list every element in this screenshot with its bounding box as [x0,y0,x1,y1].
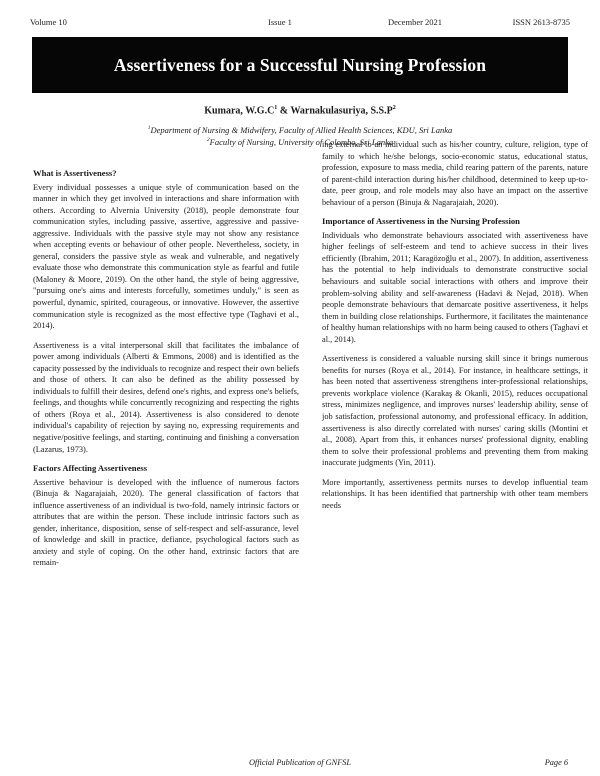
affiliation-1-text: Department of Nursing & Midwifery, Faculty of Allied Health Sciences, KDU, Sri Lanka [150,125,453,135]
paragraph: Assertiveness is a vital interpersonal skill that facilitates the imbalance of power among individuals (Alberti & Emmons, 2008) and is identified as the capacity possessed by the individuals to recognize and respect their own beliefs and those of others. It can also be defined as the ability possessed by individuals to fulfill their desires, defend one's rights, and express one's beliefs, feelings, and thoughts while concurrently recognizing and respecting the rights of others (Roya et al., 2014). Assertiveness is also considered to denote individual's capability of rejection by saying no, expressing requirements and negative/positive feelings, and starting, continuing and finishing a conversation (Lazarus, 1973). [33,340,299,454]
paragraph: Assertiveness is considered a valuable nursing skill since it brings numerous benefits for nurses (Roya et al., 2014). For instance, in healthcare settings, it has been noted that assertiveness strengthens inter-professional relationships, prevents workplace violence (Karakaş & Okanli, 2015), reduces occupational stress, minimizes negligence, and improves nurses' leadership ability, sense of job satisfaction, professional autonomy, and professional efficacy. In addition, assertiveness is also directly correlated with nurses' caring skills (Montini et al., 2008). Apart from this, it enhances nurses' professional dignity, enabling them to solve their professional problems and preventing them from making inaccurate judgments (Yin, 2011). [322,354,588,468]
volume-label: Volume 10 [30,17,67,27]
date-label: December 2021 [388,17,443,27]
left-column [33,168,299,577]
paragraph: Individuals who demonstrate behaviours associated with assertiveness have higher feelings of self-esteem and tend to achieve success in their lives efficiently (Ibrahim, 2011; Karagözoğlu et al., 2007). In addition, assertiveness has the potential to help individuals to demonstrate constructive social behaviours and suitable social interactions with others and improve their problem-solving ability and self-awareness (Hadavi & Nejad, 2018). When people demonstrate behaviours that demarcate positive assertiveness, it helps them in building close relationships. Furthermore, it facilitates the maintenance of healthy human relationships with no harm being caused to others (Taghavi et al., 2014). [322,230,588,344]
heading-what-is-assertiveness: What is Assertiveness? [33,168,117,178]
page-number: Page 6 [544,758,568,767]
article-title: Assertiveness for a Successful Nursing Profession [113,55,487,75]
heading-importance-nursing: Importance of Assertiveness in the Nursing Profession [322,216,520,227]
issn-label: ISSN 2613-8735 [512,17,570,27]
affiliation-1 [0,125,600,135]
publication-label: Official Publication of GNFSL [248,758,352,767]
affiliation-2-text: Faculty of Nursing, University of Colombo, Sri Lanka [209,137,394,147]
issue-label: Issue 1 [268,17,292,27]
author-1-sup: 1 [274,105,278,111]
affiliation-2-sup: 2 [206,137,210,144]
author-1: Kumara, W.G.C [204,105,275,117]
right-column [322,139,588,519]
author-2-sup: 2 [392,105,396,111]
paragraph: Assertive behaviour is developed with the influence of numerous factors (Binuja & Nagarajaiah, 2020). The general classification of factors that influence assertiveness of an individual is two-fold, namely intrinsic factors or attributes that are within the person. These include intrinsic factors such as gender, inheritance, disposition, sense of self-respect and self-assurance, level of knowledge and skill in practice, defiance, psychological factors such as anxiety and style of coping. On the other hand, extrinsic factors that are remain- [33,477,299,568]
author-joiner: & [277,105,291,117]
author-2: Warnakulasuriya, S.S.P [290,105,393,117]
paragraph: More importantly, assertiveness permits nurses to develop influential team relationships. It has been identified that partnership with other team members needs [322,477,588,510]
paragraph: ing external to an individual such as his/her country, culture, religion, type of family to which he/she belongs, socio-economic status, educational status, profession, exposure to mass media, child rearing pattern of the parents, nature of parent-child interaction during his/her childhood, determined to keep up-to-date, peer group, and role models may also have an impact on the assertive behaviour of a person (Binuja & Nagarajaiah, 2020). [322,140,588,207]
paragraph: Every individual possesses a unique style of communication based on the manner in which they get involved in interactions and share information with others. According to Alvernia University (2018), people demonstrate four communication styles, including passive, assertive, aggressive and passive-aggressive. Individuals with the passive style may not show any resistance when accepting events or behaviour of other people. Nevertheless, society, in general, considers the passive style as weak and vulnerable, and negatively evaluate those who demonstrate this communication style as fearful and futile (Maloney & Moore, 2019). On the other hand, the style of being aggressive, "pursuing one's aims and interests forcefully, sometimes unduly," is seen as powerful, dynamic, spirited, courageous, or innovative. However, the assertive communication style is recognized as the most effective type (Taghavi et al., 2014). [33,182,299,331]
author-line [0,105,600,116]
heading-factors-affecting: Factors Affecting Assertiveness [33,463,148,474]
affiliation-1-sup: 1 [147,125,151,132]
title-banner [32,37,568,93]
